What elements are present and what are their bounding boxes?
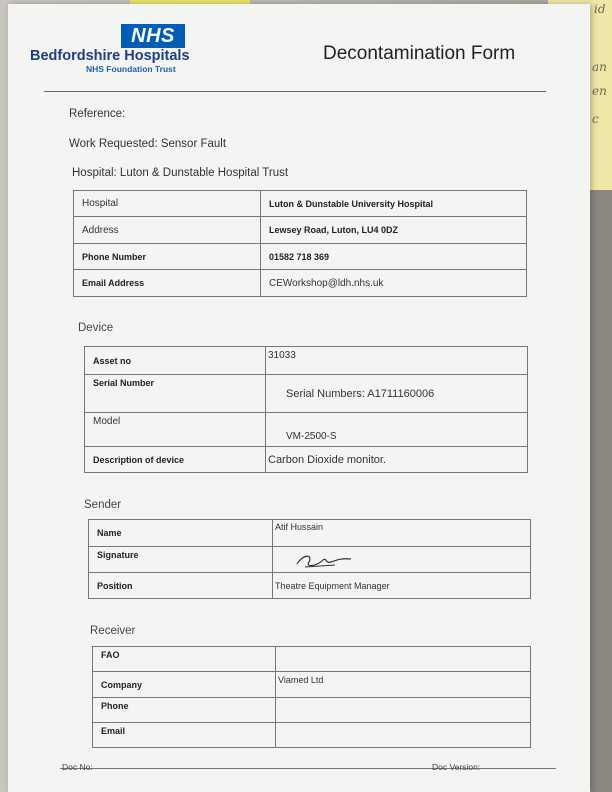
sticky-text-2: an [592,60,607,74]
email-value: CEWorkshop@ldh.nhs.uk [261,270,527,297]
position-label: Position [89,573,273,599]
work-requested-field: Work Requested: Sensor Fault [69,138,227,150]
doc-version-label: Doc Version: [432,762,481,772]
header-divider [44,91,546,92]
org-subtitle: NHS Foundation Trust [86,64,176,74]
sticky-text-1: id [594,2,606,16]
table-row [85,347,528,375]
address-label: Address [74,217,261,244]
serial-value: Serial Numbers: A1711160006 [266,375,528,413]
table-row [85,375,528,413]
table-row [93,672,531,698]
sender-name-label: Name [89,520,273,547]
company-value: Viamed Ltd [276,672,531,698]
footer-line [60,768,556,769]
position-value: Theatre Equipment Manager [273,573,531,599]
table-row [74,270,527,297]
signature-label: Signature [89,547,273,573]
fao-label: FAO [93,647,276,672]
form-title: Decontamination Form [323,43,516,64]
email-receiver-value [276,723,531,748]
model-label: Model [85,413,266,447]
table-row [93,698,531,723]
receiver-section-title: Receiver [90,625,136,637]
reference-field: Reference: [69,108,126,120]
sender-section-title: Sender [84,499,122,511]
address-value: Lewsey Road, Luton, LU4 0DZ [261,217,527,244]
table-row [93,723,531,748]
model-value: VM-2500-S [266,413,528,447]
sender-name-value: Atif Hussain [273,520,531,547]
table-row [89,573,531,599]
hospital-table [73,190,527,297]
phone-label: Phone Number [74,244,261,270]
phone-receiver-value [276,698,531,723]
sticky-text-3: en [592,84,607,98]
email-receiver-label: Email [93,723,276,748]
table-row [74,244,527,270]
table-row [89,520,531,547]
table-row [74,191,527,217]
phone-value: 01582 718 369 [261,244,527,270]
table-row [93,647,531,672]
fao-value [276,647,531,672]
doc-no-label: Doc No: [62,762,93,772]
device-section-title: Device [78,322,114,334]
hospital-value: Luton & Dunstable University Hospital [261,191,527,217]
device-table [84,346,528,473]
table-row [85,413,528,447]
company-label: Company [93,672,276,698]
nhs-logo: NHS [121,24,185,48]
asset-value: 31033 [266,347,528,375]
receiver-table [92,646,531,748]
description-value: Carbon Dioxide monitor. [266,447,528,473]
signature-scribble-icon [295,550,355,570]
hospital-label: Hospital [74,191,261,217]
sticky-text-4: c [592,112,599,126]
sender-table [88,519,531,599]
table-row [74,217,527,244]
table-row [85,447,528,473]
serial-label: Serial Number [85,375,266,413]
org-name: Bedfordshire Hospitals [30,48,190,64]
desk-edge [590,190,612,792]
table-row [89,547,531,573]
description-label: Description of device [85,447,266,473]
email-label: Email Address [74,270,261,297]
phone-receiver-label: Phone [93,698,276,723]
signature-cell [273,547,531,573]
asset-label: Asset no [85,347,266,375]
hospital-field: Hospital: Luton & Dunstable Hospital Trust [72,167,289,179]
